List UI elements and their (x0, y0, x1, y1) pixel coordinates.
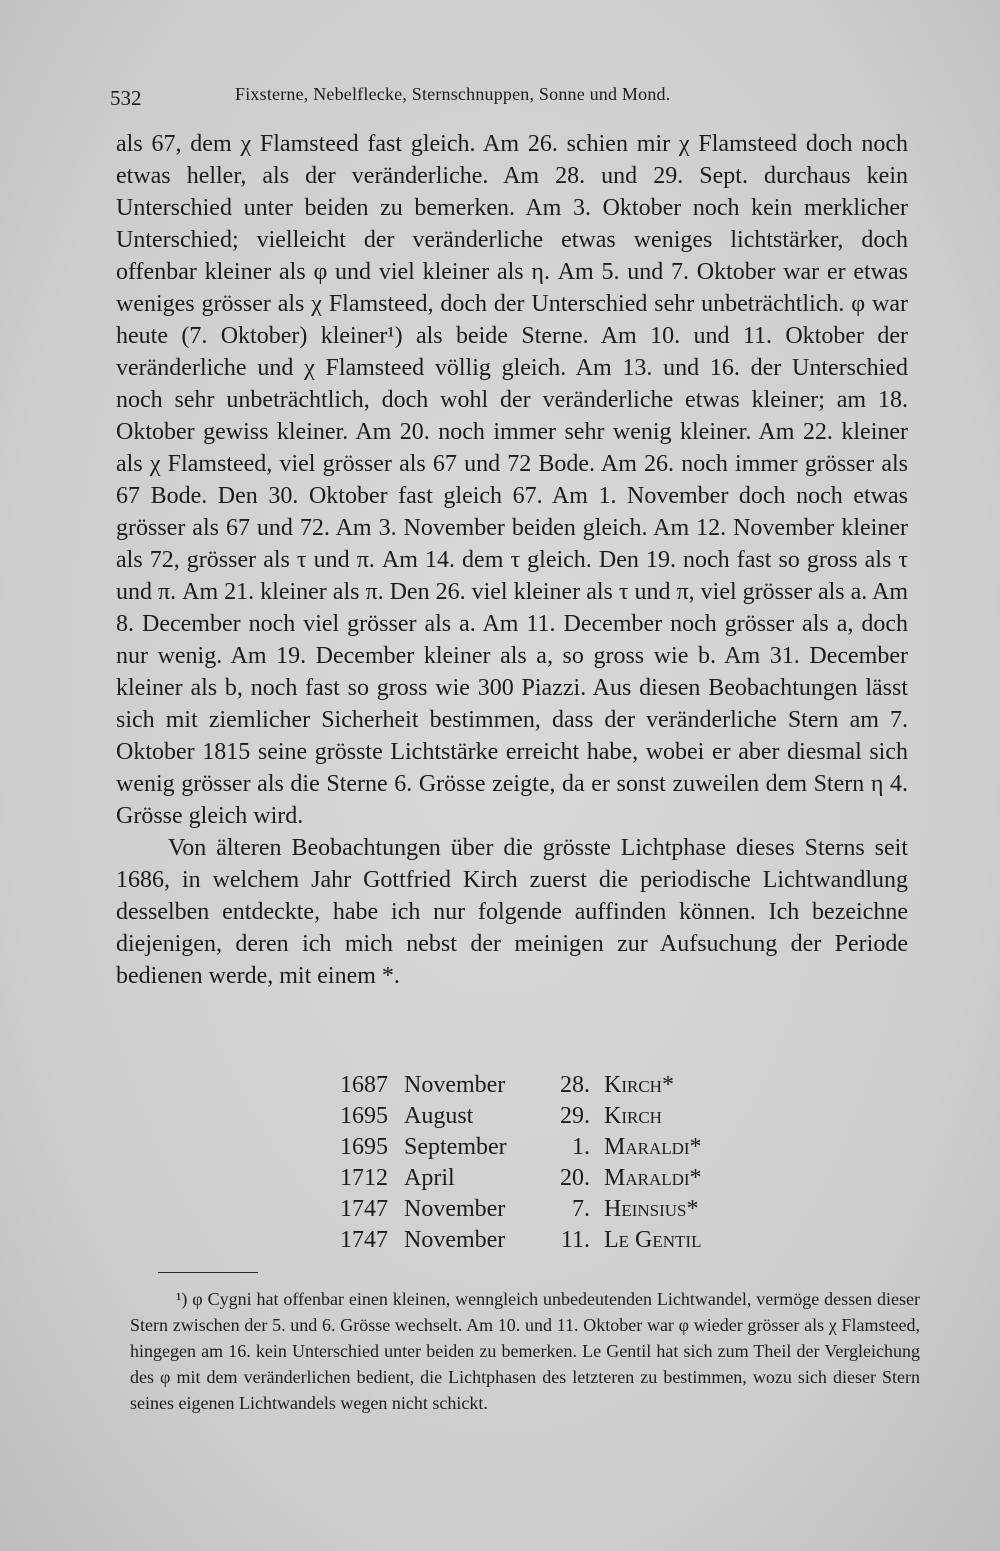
day-cell: 20. (560, 1165, 590, 1191)
day-cell: 7. (572, 1196, 590, 1222)
observer-cell: Kirch* (604, 1072, 674, 1098)
paragraph-2: Von älteren Beobachtungen über die grösste Lichtphase dieses Sterns seit 1686, in welchem Jahr Gottfried Kirch zuerst die periodische Lichtwandlung desselben entdeckte, habe ich nur folgende auffinden können. Ich bezeichne diejenigen, deren ich mich nebst der meinigen zur Aufsuchung der Periode bedienen werde, mit einem *. (116, 835, 908, 989)
table-row (340, 1134, 760, 1165)
table-row (340, 1165, 760, 1196)
month-cell: April (404, 1165, 455, 1191)
year-cell: 1695 (340, 1103, 388, 1129)
observer-cell: Maraldi* (604, 1165, 702, 1191)
page-header (110, 78, 930, 118)
month-cell: September (404, 1134, 507, 1160)
observer-cell: Heinsius* (604, 1196, 699, 1222)
year-cell: 1687 (340, 1072, 388, 1098)
page-number: 532 (110, 86, 142, 110)
observation-table (340, 1072, 760, 1258)
month-cell: November (404, 1227, 506, 1253)
year-cell: 1747 (340, 1227, 388, 1253)
observer-cell: Le Gentil (604, 1227, 702, 1253)
day-cell: 1. (572, 1134, 590, 1160)
month-cell: November (404, 1196, 506, 1222)
observer-cell: Kirch (604, 1103, 662, 1129)
main-text (116, 128, 908, 992)
month-cell: November (404, 1072, 506, 1098)
paragraph-1: als 67, dem χ Flamsteed fast gleich. Am 26. schien mir χ Flamsteed doch noch etwas heller, als der veränderliche. Am 28. und 29. Sept. durchaus kein Unterschied unter beiden zu bemerken. Am 3. Oktober noch kein merklicher Unterschied; vielleicht der veränderliche etwas weniges lichtstärker, doch offenbar kleiner als φ und viel kleiner als η. Am 5. und 7. Oktober war er etwas weniges grösser als χ Flamsteed, doch der Unterschied sehr unbeträchtlich. φ war heute (7. Oktober) kleiner¹) als beide Sterne. Am 10. und 11. Oktober der veränderliche und χ Flamsteed völlig gleich. Am 13. und 16. der Unterschied noch sehr unbeträchtlich, doch wohl der veränderliche etwas kleiner; am 18. Oktober gewiss kleiner. Am 20. noch immer sehr wenig kleiner. Am 22. kleiner als χ Flamsteed, viel grösser als 67 und 72 Bode. Am 26. noch immer grösser als 67 Bode. Den 30. Oktober fast gleich 67. Am 1. November doch noch etwas grösser als 67 und 72. Am 3. November beiden gleich. Am 12. November kleiner als 72, grösser als τ und π. Am 14. dem τ gleich. Den 19. noch fast so gross als τ und π. Am 21. kleiner als π. Den 26. viel kleiner als τ und π, viel grösser als a. Am 8. December noch viel grösser als a. Am 11. December noch grösser als a, doch nur wenig. Am 19. December kleiner als a, so gross wie b. Am 31. December kleiner als b, noch fast so gross wie 300 Piazzi. Aus diesen Beobachtungen lässt sich mit ziemlicher Sicherheit bestimmen, dass der veränderliche Stern am 7. Oktober 1815 seine grösste Lichtstärke erreicht habe, wobei er aber diesmal sich wenig grösser als die Sterne 6. Grösse zeigte, da er sonst zuweilen dem Stern η 4. Grösse gleich wird. (116, 131, 908, 829)
day-cell: 11. (560, 1227, 590, 1253)
month-cell: August (404, 1103, 474, 1129)
footnote (130, 1286, 920, 1416)
year-cell: 1695 (340, 1134, 388, 1160)
table-row (340, 1103, 760, 1134)
year-cell: 1747 (340, 1196, 388, 1222)
observer-cell: Maraldi* (604, 1134, 702, 1160)
table-row (340, 1227, 760, 1258)
footnote-text: ¹) φ Cygni hat offenbar einen kleinen, wenngleich unbedeutenden Lichtwandel, vermöge dessen dieser Stern zwischen der 5. und 6. Grösse wechselt. Am 10. und 11. Oktober war φ wieder grösser als χ Flamsteed, hingegen am 16. kein Unterschied unter beiden zu bemerken. Le Gentil hat sich zum Theil der Vergleichung des φ mit dem veränderlichen bedient, die Lichtphasen des letzteren zu bestimmen, wozu sich dieser Stern seines eigenen Lichtwandels wegen nicht schickt. (130, 1289, 920, 1413)
year-cell: 1712 (340, 1165, 388, 1191)
day-cell: 29. (560, 1103, 590, 1129)
running-head: Fixsterne, Nebelflecke, Sternschnuppen, Sonne und Mond. (235, 84, 671, 104)
table-row (340, 1196, 760, 1227)
day-cell: 28. (560, 1072, 590, 1098)
footnote-divider (158, 1272, 258, 1273)
table-row (340, 1072, 760, 1103)
